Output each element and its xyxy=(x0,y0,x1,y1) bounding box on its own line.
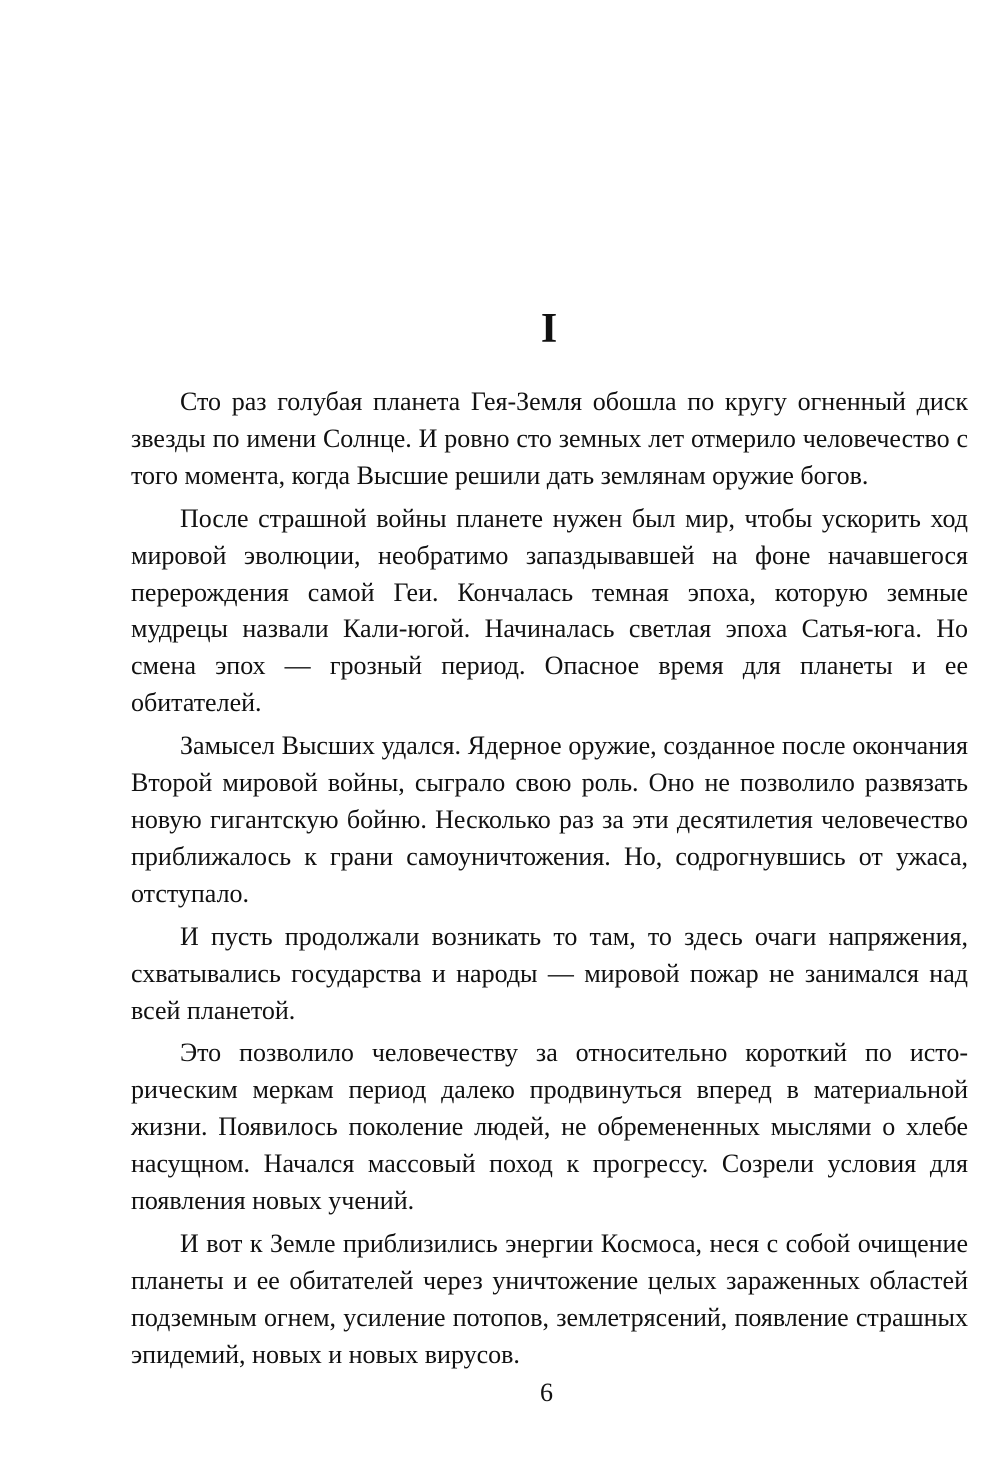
paragraph: Замысел Высших удался. Ядерное оружие, созданное после окончания Второй мировой войны, сыграло свою роль. Оно не позволило развязать новую гигантскую бойню. Несколько раз за эти десятилетия человечество приближалось к грани самоуничтожения. Но, содрогнувшись от ужаса, отступало. xyxy=(131,731,968,908)
page-number: 6 xyxy=(540,1378,553,1407)
paragraph: И пусть продолжали возникать то там, то здесь очаги напряжения, схватывались государства и народы — мировой пожар не занимался над всей планетой. xyxy=(131,921,968,1025)
paragraph: Сто раз голубая планета Гея-Земля обошла по кругу огненный диск звезды по имени Солнце. И ровно сто земных лет отмерило человечество с того момента, когда Высшие решили дать землянам оружие богов. xyxy=(131,387,968,490)
paragraph: Это позволило человечеству за относительно короткий по историческим меркам период далеко продвинуться вперед в материальной жизни. Появилось поколение людей, не обремененных мыслями о хлебе насущном. Начался массовый поход к прогрессу. Созрели условия для появления новых учений. xyxy=(131,1038,968,1216)
paragraph: После страшной войны планете нужен был мир, чтобы ускорить ход мировой эволюции, необратимо запаздывавшей на фоне начавшегося перерождения самой Геи. Кончалась темная эпоха, которую земные мудрецы назвали Кали-югой. Начиналась светлая эпоха Сатья-юга. Но смена эпох — грозный период. Опасное время для планеты и ее обитателей. xyxy=(131,503,968,718)
chapter-heading: I xyxy=(540,306,558,352)
paragraph: И вот к Земле приблизились энергии Космоса, неся с собой очищение планеты и ее обитателей через уничтожение целых зараженных областей подземным огнем, усиление потопов, землетрясений, появление страшных эпидемий, новых и новых вирусов. xyxy=(131,1228,968,1369)
body-text xyxy=(131,384,968,1380)
